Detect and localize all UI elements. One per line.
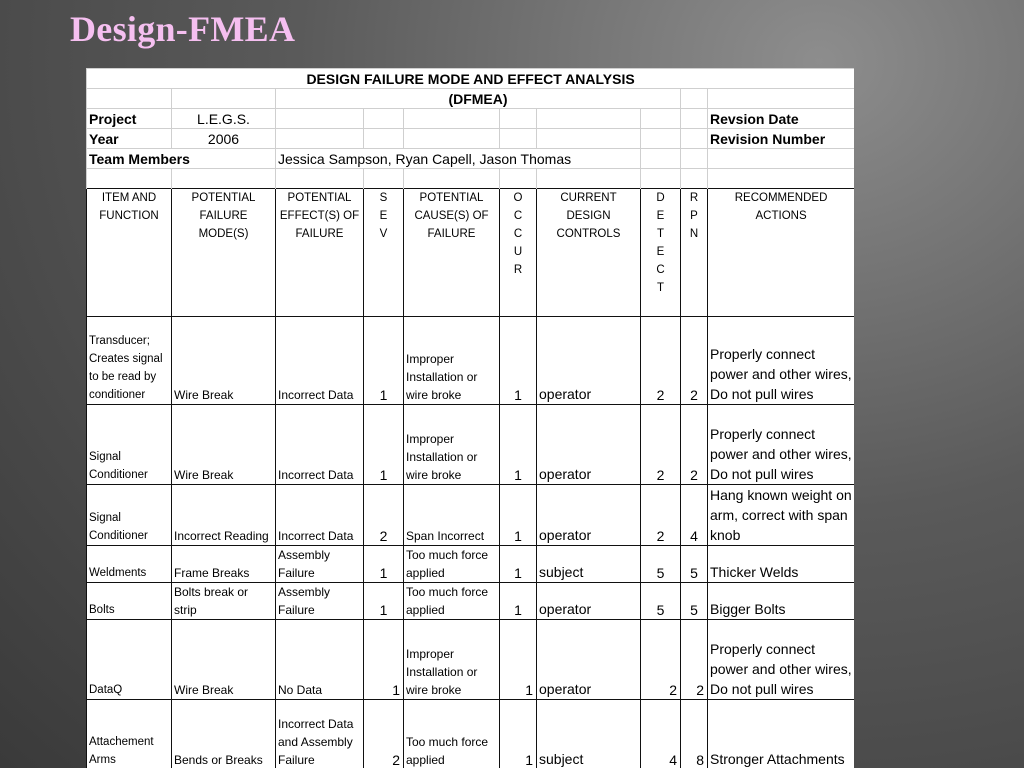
- cell-detect: 5: [641, 583, 681, 620]
- cell-effect: Incorrect Data: [276, 485, 364, 546]
- header-failure-mode: POTENTIAL FAILURE MODE(S): [172, 189, 276, 317]
- header-severity: S E V: [364, 189, 404, 317]
- cell-item: Attachement Arms: [87, 700, 172, 768]
- cell-effect: Assembly Failure: [276, 546, 364, 583]
- header-item-function: ITEM AND FUNCTION: [87, 189, 172, 317]
- cell-cause: Too much force applied: [404, 700, 500, 768]
- cell-rpn: 5: [681, 583, 708, 620]
- cell-occur: 1: [500, 583, 537, 620]
- cell-effect: Incorrect Data and Assembly Failure: [276, 700, 364, 768]
- cell-control: operator: [537, 317, 641, 405]
- table-row: [87, 546, 855, 583]
- cell-cause: Too much force applied: [404, 583, 500, 620]
- cell-action: Bigger Bolts: [708, 583, 855, 620]
- cell-cause: Improper Installation or wire broke: [404, 317, 500, 405]
- table-row: [87, 700, 855, 768]
- cell-cause: Span Incorrect: [404, 485, 500, 546]
- cell-detect: 2: [641, 620, 681, 700]
- table-row: [87, 405, 855, 485]
- cell-occur: 1: [500, 620, 537, 700]
- cell-detect: 4: [641, 700, 681, 768]
- cell-sev: 1: [364, 546, 404, 583]
- cell-item: DataQ: [87, 620, 172, 700]
- revision-date-label: Revsion Date: [708, 109, 855, 129]
- cell-occur: 1: [500, 546, 537, 583]
- cell-action: Thicker Welds: [708, 546, 855, 583]
- cell-failure-mode: Bolts break or strip: [172, 583, 276, 620]
- dfmea-table: [86, 68, 854, 768]
- cell-rpn: 2: [681, 405, 708, 485]
- cell-sev: 2: [364, 700, 404, 768]
- cell-action: Properly connect power and other wires, Do not pull wires: [708, 405, 855, 485]
- cell-item: Weldments: [87, 546, 172, 583]
- cell-failure-mode: Bends or Breaks: [172, 700, 276, 768]
- cell-occur: 1: [500, 405, 537, 485]
- cell-occur: 1: [500, 317, 537, 405]
- slide-title: Design-FMEA: [70, 9, 296, 49]
- cell-item: Bolts: [87, 583, 172, 620]
- table-row: [87, 583, 855, 620]
- table-row: [87, 317, 855, 405]
- cell-sev: 1: [364, 620, 404, 700]
- cell-control: operator: [537, 583, 641, 620]
- cell-rpn: 4: [681, 485, 708, 546]
- cell-effect: No Data: [276, 620, 364, 700]
- cell-control: subject: [537, 546, 641, 583]
- cell-sev: 1: [364, 317, 404, 405]
- cell-failure-mode: Wire Break: [172, 405, 276, 485]
- cell-rpn: 2: [681, 317, 708, 405]
- cell-detect: 5: [641, 546, 681, 583]
- cell-control: operator: [537, 405, 641, 485]
- sheet-title-line2: (DFMEA): [276, 89, 681, 109]
- header-design-controls: CURRENT DESIGN CONTROLS: [537, 189, 641, 317]
- team-label: Team Members: [87, 149, 276, 169]
- cell-action: Stronger Attachments: [708, 700, 855, 768]
- cell-sev: 1: [364, 583, 404, 620]
- sheet-title-line1: DESIGN FAILURE MODE AND EFFECT ANALYSIS: [87, 69, 855, 89]
- header-recommended-actions: RECOMMENDED ACTIONS: [708, 189, 855, 317]
- cell-item: Transducer; Creates signal to be read by conditioner: [87, 317, 172, 405]
- cell-cause: Too much force applied: [404, 546, 500, 583]
- cell-control: operator: [537, 620, 641, 700]
- cell-failure-mode: Wire Break: [172, 620, 276, 700]
- header-rpn: R P N: [681, 189, 708, 317]
- cell-rpn: 8: [681, 700, 708, 768]
- table-row: [87, 620, 855, 700]
- cell-sev: 1: [364, 405, 404, 485]
- cell-detect: 2: [641, 405, 681, 485]
- cell-control: operator: [537, 485, 641, 546]
- year-value: 2006: [172, 129, 276, 149]
- cell-failure-mode: Incorrect Reading: [172, 485, 276, 546]
- cell-detect: 2: [641, 317, 681, 405]
- cell-effect: Incorrect Data: [276, 405, 364, 485]
- header-effects: POTENTIAL EFFECT(S) OF FAILURE: [276, 189, 364, 317]
- table-row: [87, 485, 855, 546]
- dfmea-sheet: [86, 68, 854, 768]
- cell-occur: 1: [500, 700, 537, 768]
- cell-failure-mode: Wire Break: [172, 317, 276, 405]
- header-occurrence: O C C U R: [500, 189, 537, 317]
- project-label: Project: [87, 109, 172, 129]
- cell-effect: Incorrect Data: [276, 317, 364, 405]
- cell-rpn: 2: [681, 620, 708, 700]
- year-label: Year: [87, 129, 172, 149]
- project-value: L.E.G.S.: [172, 109, 276, 129]
- cell-control: subject: [537, 700, 641, 768]
- cell-item: Signal Conditioner: [87, 485, 172, 546]
- cell-item: Signal Conditioner: [87, 405, 172, 485]
- cell-action: Properly connect power and other wires, Do not pull wires: [708, 317, 855, 405]
- cell-detect: 2: [641, 485, 681, 546]
- cell-action: Hang known weight on arm, correct with span knob: [708, 485, 855, 546]
- cell-failure-mode: Frame Breaks: [172, 546, 276, 583]
- cell-effect: Assembly Failure: [276, 583, 364, 620]
- cell-sev: 2: [364, 485, 404, 546]
- cell-cause: Improper Installation or wire broke: [404, 620, 500, 700]
- cell-occur: 1: [500, 485, 537, 546]
- team-value: Jessica Sampson, Ryan Capell, Jason Thomas: [276, 149, 641, 169]
- revision-number-label: Revision Number: [708, 129, 855, 149]
- cell-action: Properly connect power and other wires, Do not pull wires: [708, 620, 855, 700]
- header-detection: D E T E C T: [641, 189, 681, 317]
- cell-rpn: 5: [681, 546, 708, 583]
- cell-cause: Improper Installation or wire broke: [404, 405, 500, 485]
- header-causes: POTENTIAL CAUSE(S) OF FAILURE: [404, 189, 500, 317]
